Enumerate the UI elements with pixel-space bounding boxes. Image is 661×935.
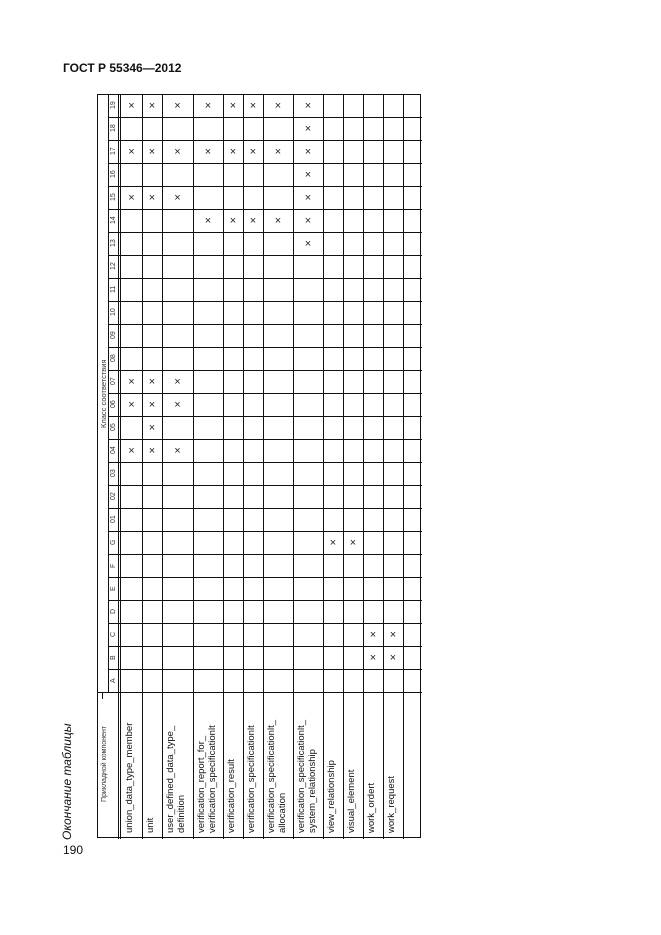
component-name: union_data_type_member [124,722,135,833]
conformance-mark: × [329,537,337,549]
class-label: 01 [110,515,117,524]
class-label: 08 [110,354,117,363]
component-name: unit [145,817,156,833]
conformance-mark: × [174,146,181,158]
row-divider [108,347,422,348]
component-name: view_relationship [326,760,337,833]
class-label: 05 [110,423,117,432]
class-label: E [110,586,117,591]
row-divider [108,600,422,601]
standard-header: ГОСТ Р 55346—2012 [63,61,182,75]
row-divider [108,301,422,302]
conformance-mark: × [249,146,257,158]
conformance-mark: × [148,100,156,112]
table-caption: Окончание таблицы [60,723,74,840]
component-name: verification_specificationlt_ allocation [266,719,288,833]
conformance-mark: × [128,146,135,158]
conformance-mark: × [304,123,312,135]
row-divider [108,554,422,555]
class-label: 03 [110,469,117,478]
conformance-mark: × [174,445,181,457]
class-label: F [110,563,117,568]
conformance-mark: × [304,169,312,181]
class-label: 11 [110,285,117,294]
conformance-mark: × [304,100,312,112]
conformance-mark: × [148,146,156,158]
column-divider [223,95,224,839]
class-label: 06 [110,400,117,409]
conformance-mark: × [369,652,377,664]
conformance-mark: × [274,146,282,158]
class-label: D [110,608,117,615]
class-label: 18 [110,124,117,133]
conformance-mark: × [229,146,237,158]
class-label: A [110,678,117,683]
conformance-mark: × [128,100,135,112]
class-label: 13 [110,239,117,248]
component-name: visual_element [346,769,357,833]
class-label: 16 [110,170,117,179]
class-label: B [110,655,117,660]
class-label: C [110,631,117,638]
conformance-mark: × [174,376,181,388]
column-divider [383,95,384,839]
row-divider [108,324,422,325]
component-name: work_request [386,775,397,833]
row-divider [108,255,422,256]
conformance-mark: × [174,192,181,204]
component-name [406,699,420,833]
conformance-mark: × [148,422,156,434]
conformance-mark: × [304,238,312,250]
group-header: Класс соответствия [99,359,108,429]
row-divider [98,692,422,693]
page-number: 190 [63,843,84,857]
class-label: 15 [110,193,117,202]
class-label: 02 [110,492,117,501]
class-label: 17 [110,147,117,156]
conformance-mark: × [304,215,312,227]
column-divider [243,95,244,839]
conformance-mark: × [148,376,156,388]
conformance-mark: × [148,445,156,457]
column-divider [343,95,344,839]
row-divider [108,485,422,486]
conformance-mark: × [229,215,237,227]
component-name: verification_specificationlt_ system_relationship [296,719,318,833]
conformance-mark: × [174,100,181,112]
class-label: 04 [110,446,117,455]
conformance-mark: × [128,445,135,457]
conformance-mark: × [229,100,237,112]
conformance-mark: × [389,652,397,664]
conformance-mark: × [204,100,212,112]
column-divider [403,95,404,839]
class-label: 12 [110,262,117,271]
class-label: 14 [110,216,117,225]
conformance-mark: × [249,215,257,227]
component-name: verification_report_for_ verification_specificationlt [196,725,218,833]
row-divider [108,531,422,532]
component-name: work_ordert [366,782,377,833]
component-name: verification_result [226,759,237,833]
conformance-mark: × [389,629,397,641]
conformance-mark: × [304,192,312,204]
class-label: 07 [110,377,117,386]
conformance-mark: × [128,399,135,411]
double-divider [118,95,119,839]
column-divider [102,693,103,699]
row-divider [108,278,422,279]
row-divider [108,508,422,509]
conformance-mark: × [174,399,181,411]
class-label: 09 [110,331,117,340]
column-divider [263,95,264,839]
column-divider [363,95,364,839]
component-name: user_defined_data_type_ definition [165,725,187,833]
conformance-mark: × [274,215,282,227]
conformance-mark: × [304,146,312,158]
conformance-table [97,94,421,838]
class-label: 19 [110,101,117,110]
conformance-mark: × [128,192,135,204]
conformance-mark: × [148,399,156,411]
conformance-mark: × [204,146,212,158]
conformance-mark: × [249,100,257,112]
row-divider [108,577,422,578]
conformance-mark: × [128,376,135,388]
conformance-mark: × [349,537,357,549]
conformance-mark: × [274,100,282,112]
conformance-mark: × [148,192,156,204]
class-label: G [110,539,117,546]
conformance-mark: × [369,629,377,641]
component-name: verification_specificationlt [246,725,257,833]
component-header: Прикладной компонент [101,726,108,803]
conformance-mark: × [204,215,212,227]
column-divider [193,95,194,839]
class-label: 10 [110,308,117,317]
column-divider [323,95,324,839]
